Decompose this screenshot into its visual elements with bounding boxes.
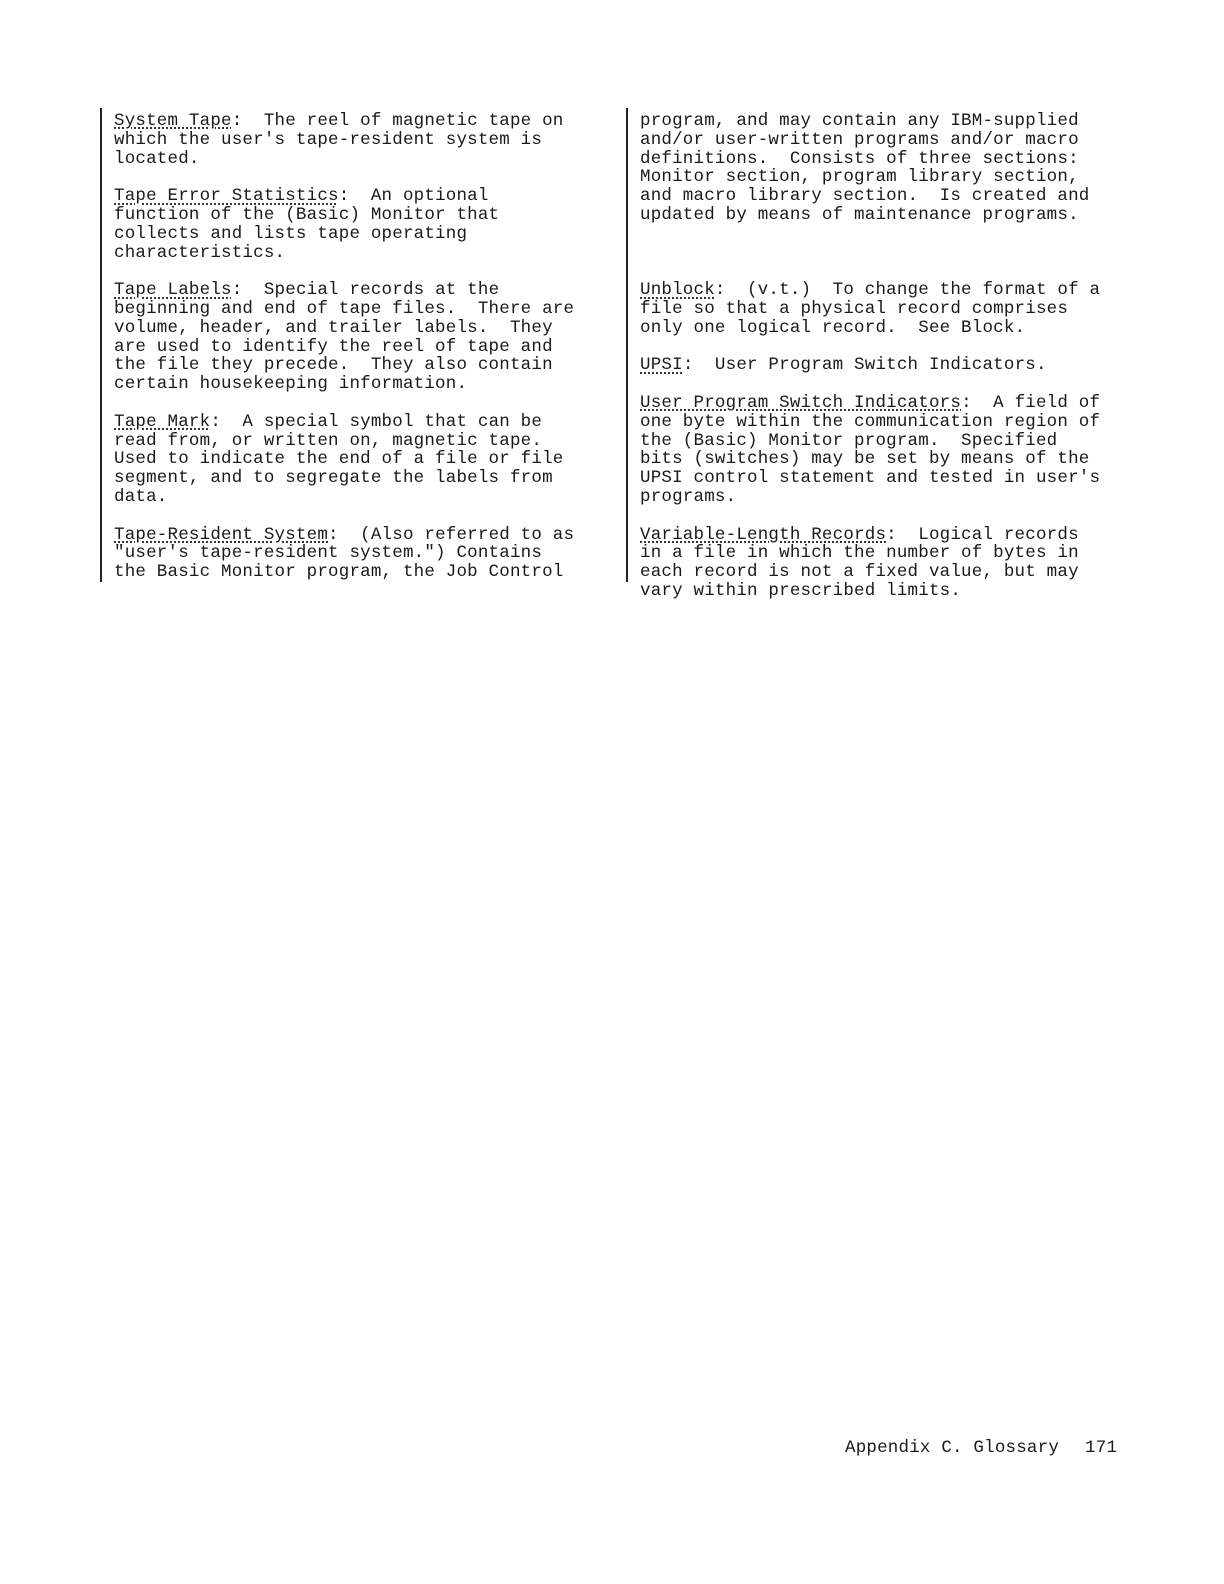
definition-text: definitions. Consists of three sections: bbox=[640, 148, 1079, 169]
entry-line bbox=[640, 394, 1140, 413]
entry-line bbox=[114, 112, 614, 131]
definition-text: located. bbox=[114, 148, 200, 169]
entry-line bbox=[114, 432, 614, 451]
entry-line bbox=[114, 225, 614, 244]
definition-text: one byte within the communication region of bbox=[640, 411, 1101, 432]
definition-text: characteristics. bbox=[114, 242, 286, 263]
entry-line bbox=[640, 131, 1140, 150]
definition-text: in a file in which the number of bytes in bbox=[640, 543, 1079, 564]
definition-text: vary within prescribed limits. bbox=[640, 580, 962, 601]
entry-line bbox=[114, 338, 614, 357]
glossary-entry bbox=[640, 394, 1140, 507]
entry-line bbox=[640, 432, 1140, 451]
definition-text: UPSI control statement and tested in user's bbox=[640, 468, 1101, 489]
glossary-entry bbox=[640, 526, 1140, 601]
definition-text: segment, and to segregate the labels from bbox=[114, 468, 553, 489]
entry-line bbox=[640, 281, 1140, 300]
definition-text: : A special symbol that can be bbox=[210, 411, 543, 432]
entry-line bbox=[114, 544, 614, 563]
glossary-term: Variable-Length Records bbox=[640, 524, 887, 545]
entry-line bbox=[114, 450, 614, 469]
glossary-entry bbox=[640, 244, 1140, 263]
left-column bbox=[114, 112, 614, 582]
definition-text: program, and may contain any IBM-supplied bbox=[640, 111, 1079, 131]
definition-text: volume, header, and trailer labels. They bbox=[114, 317, 553, 338]
definition-text: collects and lists tape operating bbox=[114, 223, 468, 244]
entry-line bbox=[114, 319, 614, 338]
definition-text: file so that a physical record comprises bbox=[640, 298, 1069, 319]
entry-line bbox=[640, 526, 1140, 545]
definition-text: : The reel of magnetic tape on bbox=[231, 111, 564, 131]
glossary-entry bbox=[114, 526, 614, 582]
glossary-entry bbox=[640, 356, 1140, 375]
entry-line bbox=[640, 469, 1140, 488]
definition-text: which the user's tape-resident system is bbox=[114, 129, 543, 150]
footer-title: Appendix C. Glossary bbox=[845, 1438, 1060, 1458]
entry-line bbox=[640, 206, 1140, 225]
definition-text: : A field of bbox=[961, 392, 1101, 413]
entry-line bbox=[114, 469, 614, 488]
definition-text: : An optional bbox=[338, 186, 489, 207]
definition-text: programs. bbox=[640, 486, 737, 507]
page-number: 171 bbox=[1085, 1438, 1118, 1458]
definition-text: : (v.t.) To change the format of a bbox=[714, 280, 1101, 301]
glossary-entry bbox=[114, 187, 614, 262]
definition-text: : Special records at the bbox=[231, 280, 500, 301]
glossary-entry bbox=[640, 112, 1140, 225]
entry-line bbox=[114, 150, 614, 169]
definition-text: read from, or written on, magnetic tape. bbox=[114, 430, 543, 451]
entry-line bbox=[640, 544, 1140, 563]
entry-line bbox=[114, 413, 614, 432]
entry-line bbox=[114, 526, 614, 545]
definition-text: : User Program Switch Indicators. bbox=[682, 355, 1047, 376]
entry-line bbox=[640, 150, 1140, 169]
entry-line bbox=[114, 563, 614, 582]
right-margin-rule bbox=[626, 108, 628, 582]
glossary-entry bbox=[114, 413, 614, 507]
entry-line bbox=[114, 356, 614, 375]
entry-line bbox=[114, 187, 614, 206]
definition-text: updated by means of maintenance programs. bbox=[640, 204, 1079, 225]
entry-line bbox=[114, 300, 614, 319]
definition-text: the file they precede. They also contain bbox=[114, 355, 553, 376]
definition-text: "user's tape-resident system.") Contains bbox=[114, 543, 543, 564]
definition-text: the Basic Monitor program, the Job Control bbox=[114, 562, 564, 583]
entry-line bbox=[114, 281, 614, 300]
glossary-term: Tape Error Statistics bbox=[114, 186, 339, 207]
entry-line bbox=[640, 582, 1140, 601]
glossary-term: Unblock bbox=[640, 280, 715, 301]
entry-line bbox=[640, 168, 1140, 187]
glossary-term: Tape-Resident System bbox=[114, 524, 329, 545]
entry-line bbox=[114, 488, 614, 507]
entry-line bbox=[114, 375, 614, 394]
definition-text: the (Basic) Monitor program. Specified bbox=[640, 430, 1058, 451]
entry-line bbox=[640, 244, 1140, 263]
entry-line bbox=[640, 488, 1140, 507]
definition-text: certain housekeeping information. bbox=[114, 374, 468, 395]
definition-text: bits (switches) may be set by means of the bbox=[640, 449, 1090, 470]
glossary-entry bbox=[114, 112, 614, 168]
entry-line bbox=[640, 356, 1140, 375]
entry-line bbox=[640, 413, 1140, 432]
entry-line bbox=[114, 131, 614, 150]
glossary-term: Tape Mark bbox=[114, 411, 211, 432]
entry-line bbox=[114, 244, 614, 263]
definition-text: and macro library section. Is created and bbox=[640, 186, 1090, 207]
definition-text: are used to identify the reel of tape and bbox=[114, 336, 553, 357]
glossary-entry bbox=[114, 281, 614, 394]
definition-text: data. bbox=[114, 486, 168, 507]
definition-text: and/or user-written programs and/or macro bbox=[640, 129, 1079, 150]
page-footer bbox=[845, 1438, 1117, 1458]
definition-text: beginning and end of tape files. There are bbox=[114, 298, 575, 319]
glossary-term: User Program Switch Indicators bbox=[640, 392, 962, 413]
entry-line bbox=[640, 112, 1140, 131]
glossary-term: System Tape bbox=[114, 111, 232, 131]
definition-text: Monitor section, program library section, bbox=[640, 167, 1079, 188]
entry-line bbox=[114, 206, 614, 225]
glossary-entry bbox=[640, 281, 1140, 337]
glossary-term: Tape Labels bbox=[114, 280, 232, 301]
entry-line bbox=[640, 187, 1140, 206]
definition-text: : Logical records bbox=[886, 524, 1079, 545]
definition-text: function of the (Basic) Monitor that bbox=[114, 204, 500, 225]
entry-line bbox=[640, 563, 1140, 582]
definition-text: Used to indicate the end of a file or file bbox=[114, 449, 564, 470]
definition-text: only one logical record. See Block. bbox=[640, 317, 1026, 338]
entry-line bbox=[640, 450, 1140, 469]
definition-text: each record is not a fixed value, but may bbox=[640, 562, 1079, 583]
entry-line bbox=[640, 319, 1140, 338]
glossary-term: UPSI bbox=[640, 355, 683, 376]
definition-text: : (Also referred to as bbox=[328, 524, 575, 545]
left-margin-rule bbox=[100, 108, 102, 582]
entry-line bbox=[640, 300, 1140, 319]
right-column bbox=[640, 112, 1140, 601]
